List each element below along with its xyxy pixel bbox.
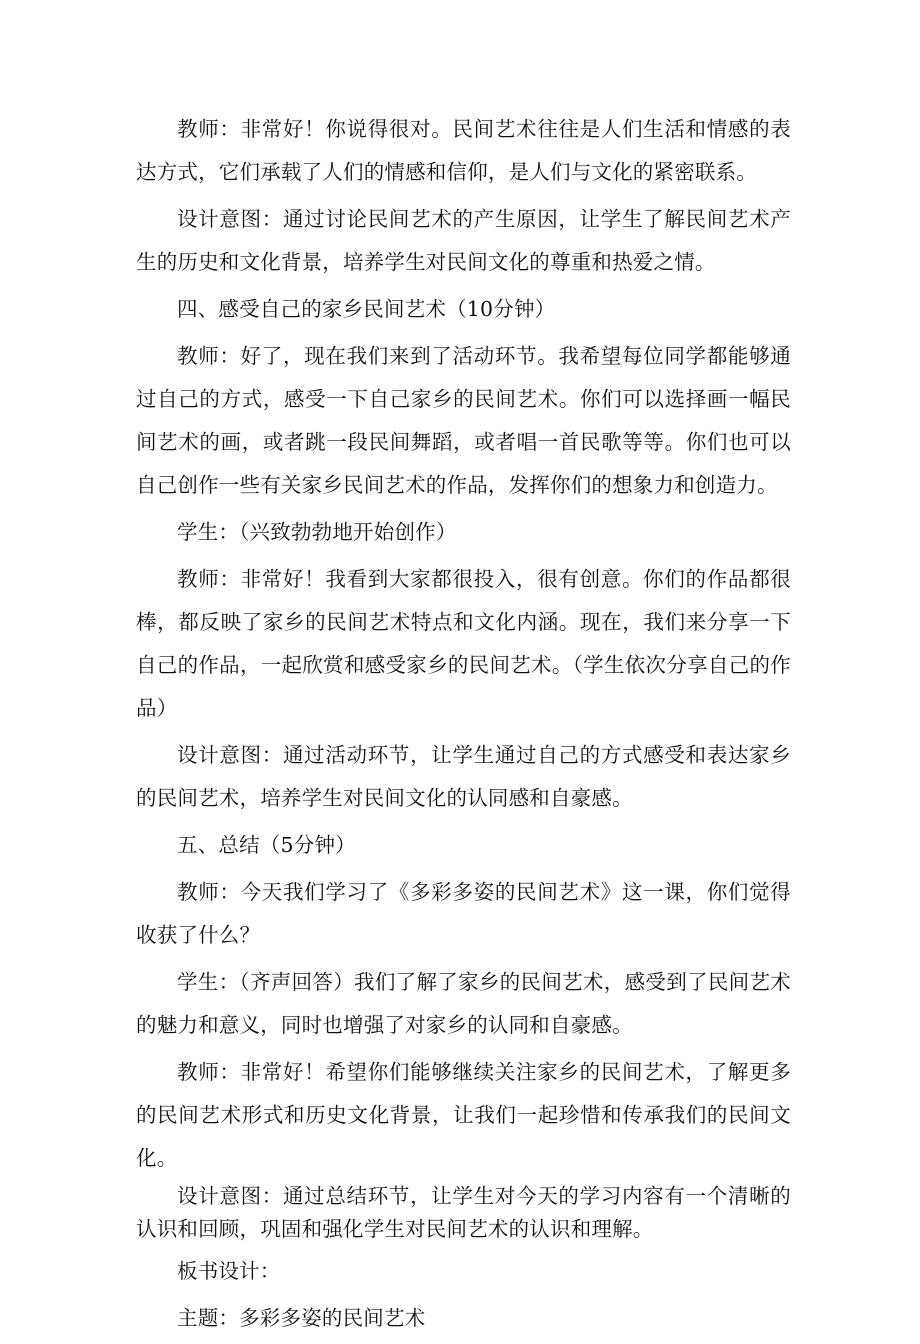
paragraph-teacher-question: 教师：今天我们学习了《多彩多姿的民间艺术》这一课，你们觉得收获了什么？ bbox=[136, 880, 791, 947]
paragraph-student-answer: 学生：（齐声回答）我们了解了家乡的民间艺术，感受到了民间艺术的魅力和意义，同时也增强了对家乡的认同和自豪感。 bbox=[136, 970, 791, 1037]
section-heading-summary: 五、总结（5分钟） bbox=[177, 833, 356, 857]
paragraph-design-intent-origin: 设计意图：通过讨论民间艺术的产生原因，让学生了解民间艺术产生的历史和文化背景，培养学生对民间文化的尊重和热爱之情。 bbox=[136, 207, 791, 274]
document-body bbox=[136, 108, 791, 1344]
paragraph-design-intent-summary: 设计意图：通过总结环节，让学生对今天的学习内容有一个清晰的认识和回顾，巩固和强化学生对民间艺术的认识和理解。 bbox=[136, 1184, 791, 1241]
paragraph-student-create: 学生：（兴致勃勃地开始创作） bbox=[177, 520, 457, 544]
board-design-label: 板书设计： bbox=[177, 1259, 281, 1283]
paragraph-design-intent-activity: 设计意图：通过活动环节，让学生通过自己的方式感受和表达家乡的民间艺术，培养学生对民间文化的认同感和自豪感。 bbox=[136, 743, 791, 810]
paragraph-teacher-activity: 教师：好了，现在我们来到了活动环节。我希望每位同学都能够通过自己的方式，感受一下自己家乡的民间艺术。你们可以选择画一幅民间艺术的画，或者跳一段民间舞蹈，或者唱一首民歌等等。你们也可以自己创作一些有关家乡民间艺术的作品，发挥你们的想象力和创造力。 bbox=[136, 344, 791, 497]
board-design-theme: 主题：多彩多姿的民间艺术 bbox=[177, 1306, 426, 1330]
paragraph-teacher-share: 教师：非常好！我看到大家都很投入，很有创意。你们的作品都很棒，都反映了家乡的民间艺术特点和文化内涵。现在，我们来分享一下自己的作品，一起欣赏和感受家乡的民间艺术。（学生依次分享自己的作品） bbox=[136, 567, 791, 720]
paragraph-teacher-affirmation: 教师：非常好！你说得很对。民间艺术往往是人们生活和情感的表达方式，它们承载了人们的情感和信仰，是人们与文化的紧密联系。 bbox=[136, 117, 791, 184]
paragraph-teacher-closing: 教师：非常好！希望你们能够继续关注家乡的民间艺术，了解更多的民间艺术形式和历史文化背景，让我们一起珍惜和传承我们的民间文化。 bbox=[136, 1060, 791, 1170]
section-heading-hometown-art: 四、感受自己的家乡民间艺术（10分钟） bbox=[177, 297, 556, 321]
